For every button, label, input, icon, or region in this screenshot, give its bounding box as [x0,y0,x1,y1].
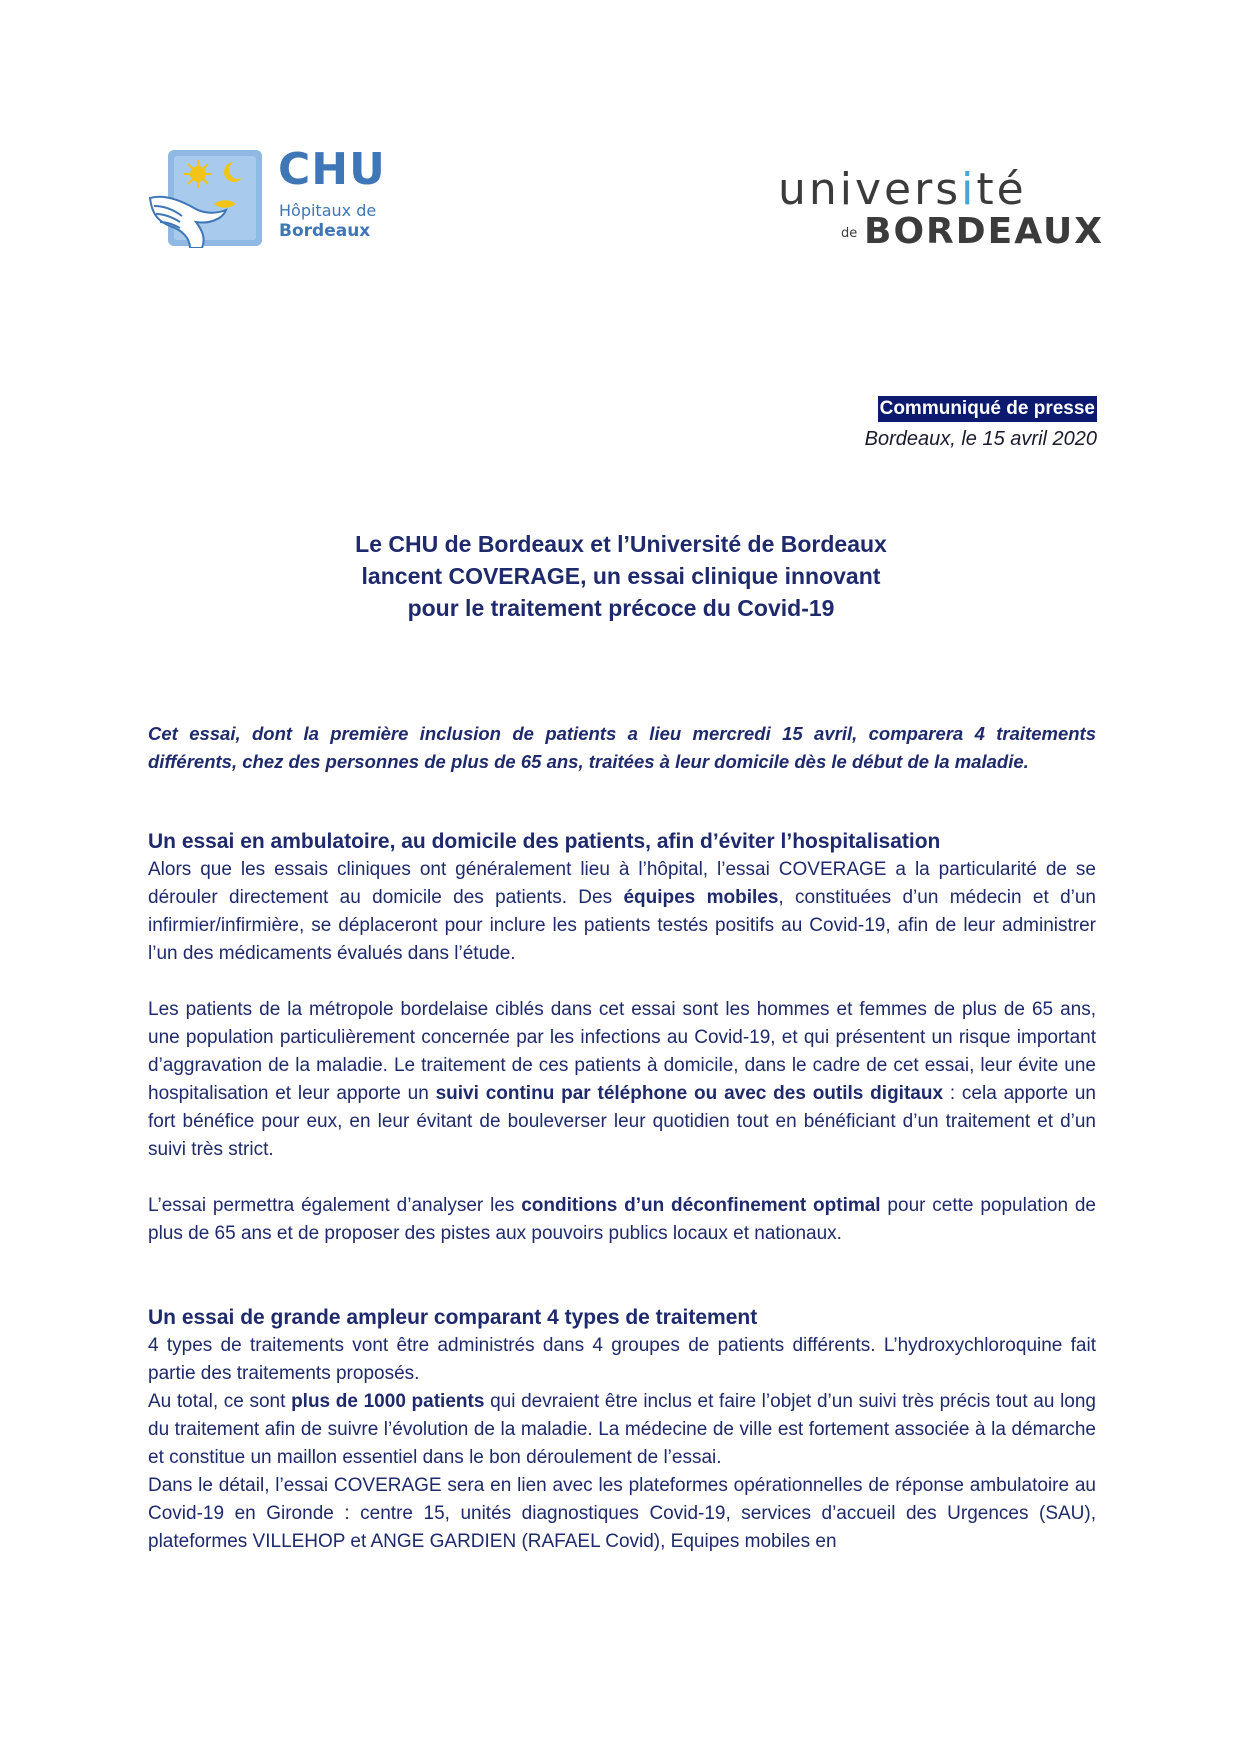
chu-logo-city: Bordeaux [279,221,371,241]
section-heading: Un essai en ambulatoire, au domicile des patients, afin d’éviter l’hospitalisation [148,830,941,853]
universite-wordmark: université [778,164,1027,215]
section-paragraph: L’essai permettra également d’analyser les conditions d’un déconfinement optimal pour cette population de plus de 65 ans et de proposer des pistes aux pouvoirs publics locaux et nationaux. [148,1195,1096,1244]
press-release-date: Bordeaux, le 15 avril 2020 [864,428,1097,450]
section-ambulatory [148,828,1096,1248]
section-paragraph: Les patients de la métropole bordelaise ciblés dans cet essai sont les hommes et femmes de plus de 65 ans, une population particulièrement concernée par les infections au Covid-19, et qui présentent un risque important d’aggravation de la maladie. Le traitement de ces patients à domicile, dans le cadre de cet essai, leur évite une hospitalisation et leur apporte un suivi continu par téléphone ou avec des outils digitaux : cela apporte un fort bénéfice pour eux, en leur évitant de bouleverser leur quotidien tout en bénéficiant d’un traitement et d’un suivi très strict. [148,999,1096,1160]
section-paragraph: Au total, ce sont plus de 1000 patients qui devraient être inclus et faire l’objet d’un suivi très précis tout au long du traitement afin de suivre l’évolution de la maladie. La médecine de ville est fortement associée à la démarche et constitue un maillon essentiel dans le bon déroulement de l’essai. [148,1391,1096,1468]
chu-logo-title: CHU [278,144,386,195]
title-line-2: lancent COVERAGE, un essai clinique innovant [361,563,881,589]
section-paragraph: Dans le détail, l’essai COVERAGE sera en lien avec les plateformes opérationnelles de réponse ambulatoire au Covid-19 en Gironde : centre 15, unités diagnostiques Covid-19, services d’accueil des Urgences (SAU), plateformes VILLEHOP et ANGE GARDIEN (RAFAEL Covid), Equipes mobiles en [148,1475,1096,1552]
universite-bordeaux-logo [778,164,1104,258]
press-release-label: Communiqué de presse [878,396,1097,422]
title-line-1: Le CHU de Bordeaux et l’Université de Bordeaux [355,531,887,557]
section-paragraph: 4 types de traitements vont être administrés dans 4 groupes de patients différents. L’hydroxychloroquine fait partie des traitements proposés. [148,1335,1096,1384]
universite-bordeaux-wordmark: BORDEAUX [864,211,1104,252]
universite-de: de [841,226,858,241]
chu-logo-subtitle: Hôpitaux de [279,201,377,220]
section-paragraph: Alors que les essais cliniques ont généralement lieu à l’hôpital, l’essai COVERAGE a la particularité de se dérouler directement au domicile des patients. Des équipes mobiles, constituées d’un médecin et d’un infirmier/infirmière, se déplaceront pour inclure les patients testés positifs au Covid-19, afin de leur administrer l’un des médicaments évalués dans l’étude. [148,859,1096,964]
title-line-3: pour le traitement précoce du Covid-19 [407,595,835,621]
section-heading: Un essai de grande ampleur comparant 4 types de traitement [148,1306,758,1329]
section-treatments [148,1304,1096,1556]
chu-logo [146,144,386,248]
document-title [146,528,1096,624]
lead-paragraph: Cet essai, dont la première inclusion de patients a lieu mercredi 15 avril, comparera 4 traitements différents, chez des personnes de plus de 65 ans, traitées à leur domicile dès le début de la maladie. [148,723,1096,772]
chu-hand-emblem-icon [146,148,264,248]
